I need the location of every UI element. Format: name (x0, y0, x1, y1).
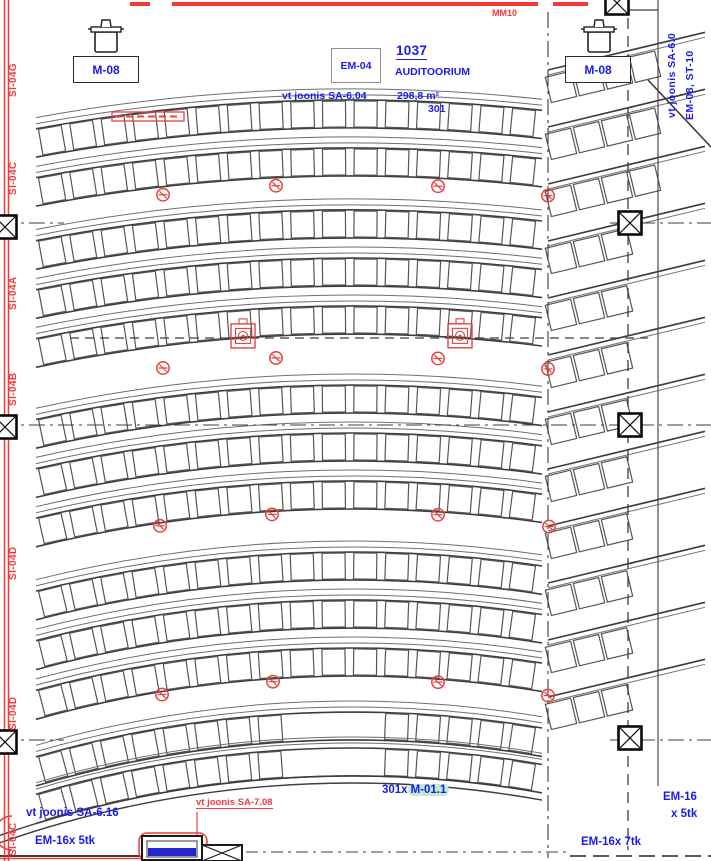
m08-right-label: M-08 (584, 62, 612, 77)
seat (195, 608, 221, 636)
wing-seat (545, 641, 576, 672)
seat (227, 104, 252, 131)
seat (101, 227, 128, 256)
seat (416, 484, 440, 511)
seat (385, 482, 409, 509)
seat (385, 434, 409, 461)
seat (448, 214, 473, 241)
seat (354, 553, 377, 579)
seat (447, 557, 472, 585)
seat (509, 724, 536, 753)
seat (163, 660, 190, 689)
wing-seat (629, 51, 660, 82)
bottom-em16-right-1: EM-16 (663, 791, 697, 803)
seat (322, 649, 345, 675)
seat (132, 320, 158, 349)
seat (226, 653, 251, 681)
seat (479, 216, 504, 244)
seat (164, 395, 190, 424)
seat (39, 586, 67, 617)
seat (101, 275, 128, 304)
seat (447, 753, 472, 781)
column-marker (0, 731, 17, 754)
seat (478, 608, 504, 636)
seat (101, 324, 128, 353)
seat (164, 316, 190, 344)
seat (354, 434, 377, 460)
seat (259, 150, 283, 177)
wing-seat (629, 108, 660, 139)
wing-seat (545, 470, 576, 501)
seat (509, 660, 536, 689)
seat (39, 237, 66, 267)
seat (226, 754, 252, 782)
seat (132, 617, 159, 646)
em04-label: EM-04 (340, 59, 372, 72)
seat (258, 555, 283, 582)
column-marker (0, 416, 17, 439)
m08-left-label: M-08 (92, 62, 120, 77)
seat (227, 605, 252, 633)
seat (509, 491, 535, 520)
seat (510, 108, 535, 136)
seat (416, 150, 440, 177)
seat (478, 440, 504, 468)
seat (354, 149, 377, 175)
seat (164, 157, 190, 185)
projector-icon-knob (101, 20, 111, 27)
seat (354, 601, 377, 627)
seat (416, 751, 441, 779)
projector-icon (95, 32, 117, 52)
seat (132, 568, 159, 597)
seat (164, 444, 190, 473)
seat (322, 386, 345, 412)
bottom-em16x7tk: EM-16x 7tk (581, 836, 642, 848)
seat (509, 611, 535, 640)
seat (164, 492, 190, 521)
seat (416, 435, 440, 462)
seat (39, 751, 68, 782)
seat (258, 603, 283, 630)
seat (70, 678, 98, 708)
seat (385, 713, 409, 740)
seat (447, 437, 472, 465)
seat (322, 101, 345, 127)
seat (354, 211, 377, 237)
wing-seat (545, 527, 576, 558)
seat (259, 261, 283, 288)
seat (163, 725, 190, 754)
em04-box (331, 48, 381, 83)
seat (290, 650, 314, 677)
wing-seat (573, 349, 604, 380)
seat (322, 307, 345, 333)
seat (510, 267, 536, 295)
seat (416, 260, 440, 287)
seat (322, 149, 345, 175)
seat (70, 120, 97, 149)
seat (385, 211, 409, 238)
bottom-em16-left: EM-16x 5tk (35, 835, 96, 847)
wing-seat (573, 121, 604, 152)
seat (132, 730, 159, 760)
seat (353, 649, 376, 675)
seat (322, 553, 345, 579)
seat (132, 448, 159, 477)
wing-seat (573, 406, 604, 437)
si-label-04c: SI-04C (8, 161, 19, 195)
seat (416, 308, 440, 335)
seat (385, 259, 409, 286)
seat (479, 106, 504, 134)
seat (385, 553, 409, 580)
seat (322, 259, 345, 285)
seat (478, 488, 504, 516)
seat (101, 452, 128, 481)
seat (196, 265, 221, 293)
seat (416, 212, 440, 239)
top-red-band (553, 2, 588, 6)
seat (164, 219, 190, 247)
seat (227, 214, 252, 242)
si-label-04g: SI-04G (8, 62, 19, 97)
seat (322, 211, 345, 237)
seat (291, 211, 315, 238)
seat (227, 390, 252, 418)
seat (133, 160, 159, 189)
seat (322, 482, 345, 508)
seat (39, 685, 68, 716)
seat (39, 174, 66, 204)
wing-seat (545, 242, 576, 273)
si-label-04c-2: SI-04C (8, 822, 19, 856)
seat (416, 603, 441, 630)
seat (448, 152, 473, 179)
seat (290, 602, 314, 629)
wing-seat (573, 577, 604, 608)
seat (291, 149, 315, 176)
seat (195, 656, 221, 685)
seat (510, 219, 536, 247)
seat (322, 601, 345, 627)
seat (385, 101, 409, 128)
seat (39, 415, 67, 445)
wing-seat (545, 698, 576, 729)
seat (354, 482, 377, 508)
seat (39, 635, 68, 666)
seat (70, 507, 98, 537)
seat (354, 101, 377, 127)
bottom-ref-sa708: vt joonis SA-7.08 (196, 797, 273, 808)
seat (70, 409, 97, 439)
seat (478, 756, 504, 785)
seat (258, 751, 283, 779)
seat (163, 564, 189, 593)
seat (258, 651, 283, 678)
m08-left-box (73, 56, 139, 83)
seat-spec-model: M-01.1 (408, 784, 450, 796)
room-number: 1037 (396, 44, 427, 60)
fixture-square-dot (459, 335, 462, 338)
seat (416, 651, 441, 678)
wing-seat (545, 128, 576, 159)
seat (385, 307, 409, 334)
seat (416, 715, 441, 743)
seat (38, 286, 65, 316)
bottom-ref-sa616: vt joonis SA-6.16 (26, 807, 119, 819)
room-drawing-ref: vt joonis SA-6.04 (282, 90, 367, 102)
seat (70, 329, 97, 359)
seat (70, 280, 97, 310)
seat (101, 501, 128, 531)
seat (100, 736, 128, 766)
seat (227, 152, 252, 179)
seat (354, 386, 377, 412)
seat (416, 555, 441, 582)
seat (416, 387, 440, 414)
seat (258, 715, 283, 743)
seat (70, 458, 98, 488)
seat (354, 259, 377, 285)
seat (510, 395, 536, 424)
seat (479, 312, 504, 340)
seat (132, 767, 159, 797)
fixture-square-dot (242, 335, 245, 338)
seat (385, 149, 409, 176)
seat (385, 649, 409, 676)
seat (70, 169, 97, 198)
wing-seat (573, 292, 604, 323)
seat (510, 443, 536, 472)
wing-seat (573, 520, 604, 551)
seat (479, 264, 504, 292)
column-marker (0, 216, 17, 239)
seat (448, 104, 473, 131)
bottom-em16-right-2: x 5tk (671, 808, 698, 820)
si-label-04d-2: SI-04D (8, 696, 19, 730)
seat (69, 743, 98, 774)
seat (196, 154, 221, 182)
top-red-band (172, 2, 538, 6)
projector-icon (91, 27, 121, 32)
si-label-04d-1: SI-04D (8, 546, 19, 580)
room-seat-count: 301 (428, 103, 446, 115)
seat (447, 485, 472, 513)
seat (385, 386, 409, 413)
seat (447, 605, 472, 633)
seat (291, 101, 315, 128)
right-ref-sa60: vt joonis SA-6.0 (666, 32, 678, 118)
seat (101, 622, 129, 652)
seat (100, 773, 128, 803)
seat (479, 154, 504, 182)
seat (196, 216, 221, 244)
seat (259, 102, 283, 129)
seat (509, 563, 535, 592)
seat (195, 313, 220, 341)
seat (70, 579, 98, 609)
seat (259, 484, 283, 511)
seat (195, 440, 221, 468)
wing-seat (545, 413, 576, 444)
seat (70, 628, 98, 658)
seat (259, 309, 283, 336)
projector-icon (588, 32, 610, 52)
m08-right-box (565, 56, 631, 83)
seat (227, 262, 252, 290)
seat (132, 665, 159, 695)
wing-seat (545, 356, 576, 387)
seat (132, 496, 159, 525)
seat (290, 434, 314, 461)
seat (227, 486, 252, 514)
seat (196, 106, 221, 134)
seat-spec-label (382, 784, 449, 796)
seat (385, 601, 409, 628)
seat (101, 671, 129, 701)
seat (39, 513, 67, 543)
seat (164, 268, 190, 296)
wing-seat (545, 299, 576, 330)
seat (259, 212, 283, 239)
seat (447, 389, 472, 417)
seat (101, 116, 127, 145)
seat (384, 749, 408, 776)
seat (509, 761, 536, 790)
wing-seat (573, 178, 604, 209)
seat-spec-count: 301x (382, 784, 408, 796)
seat (478, 392, 503, 420)
wing-seat (573, 463, 604, 494)
seat (164, 109, 189, 137)
seat (38, 125, 65, 155)
seat (101, 164, 127, 193)
seat (195, 489, 221, 517)
seat (195, 392, 220, 420)
room-name: AUDITOORIUM (395, 66, 471, 78)
seat (163, 762, 190, 791)
seat (195, 757, 221, 786)
wing-seat (545, 584, 576, 615)
seat (448, 262, 473, 290)
seat (70, 232, 97, 261)
seat (478, 656, 504, 685)
si-label-04b: SI-04B (8, 372, 19, 406)
seat (354, 307, 377, 333)
seat (39, 464, 67, 494)
top-red-band (130, 2, 150, 6)
seat (291, 307, 315, 334)
seat (478, 559, 504, 587)
seat (227, 438, 252, 466)
seat (195, 560, 221, 588)
right-ref-em08-st10: EM-08, ST-10 (684, 50, 696, 120)
projector-icon (584, 27, 614, 32)
seat (510, 315, 536, 343)
seat (322, 434, 345, 460)
seat (291, 259, 315, 286)
si-label-04a: SI-04A (8, 276, 19, 310)
seat (101, 404, 128, 433)
room-area: 298,8 m² (397, 90, 440, 102)
seat (163, 612, 189, 641)
seat (132, 271, 158, 300)
wing-seat (573, 691, 604, 722)
seat (259, 436, 283, 463)
seat (447, 653, 472, 681)
seat (259, 388, 283, 415)
seat (39, 335, 67, 365)
wing-seat (629, 165, 660, 196)
seat (290, 554, 314, 581)
seat (290, 386, 314, 413)
seat (132, 399, 158, 428)
wing-seat (573, 634, 604, 665)
seat (227, 557, 252, 585)
seat (510, 157, 536, 185)
projector-icon-knob (594, 20, 604, 27)
label-mm10: MM10 (492, 8, 518, 18)
wing-seat (573, 235, 604, 266)
cabinet-blue-bar (148, 848, 196, 856)
seat (290, 482, 314, 509)
seat (101, 573, 128, 603)
seat (132, 223, 158, 252)
